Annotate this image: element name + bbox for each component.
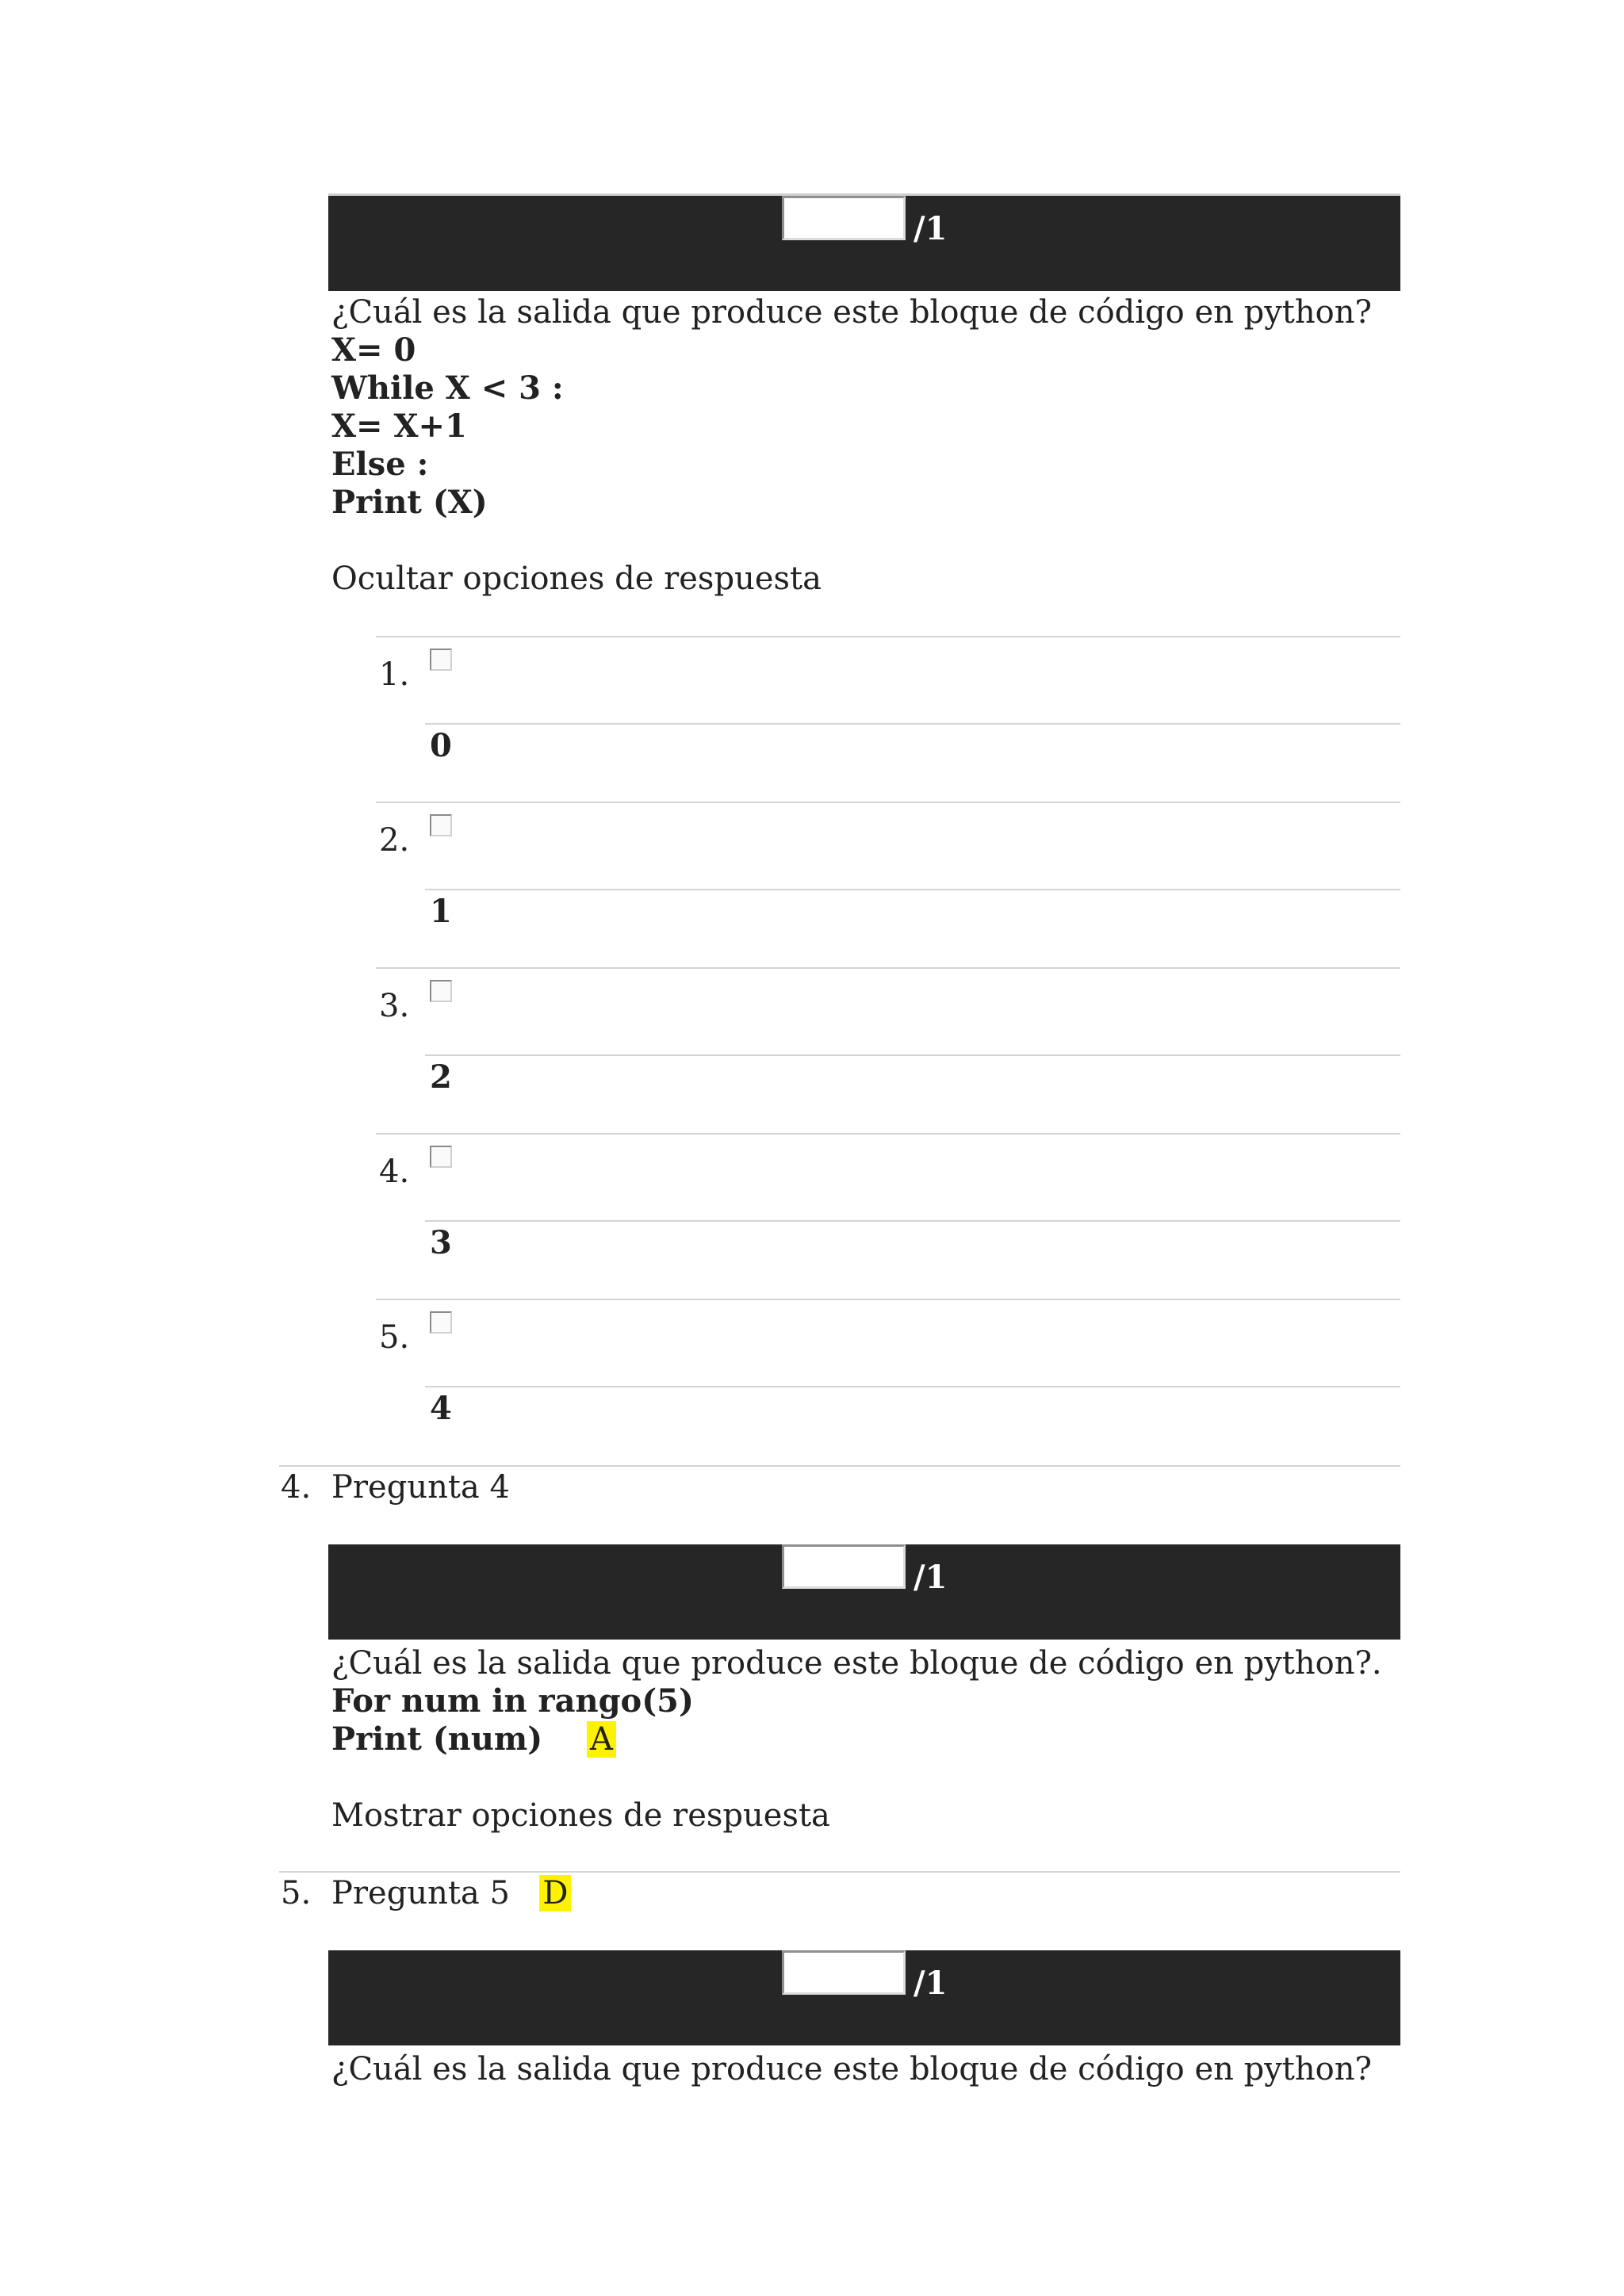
divider — [425, 1386, 1400, 1387]
score-max: /1 — [914, 1559, 948, 1596]
option-number: 1. — [379, 656, 410, 693]
score-input[interactable] — [782, 1544, 906, 1589]
code-line: While X < 3 : — [331, 369, 564, 407]
option-checkbox[interactable] — [430, 980, 452, 1002]
option-number: 2. — [379, 822, 410, 859]
option-value: 0 — [430, 727, 452, 764]
divider — [425, 889, 1400, 890]
divider — [376, 636, 1400, 637]
code-line: Print (X) — [331, 484, 488, 521]
divider — [376, 1133, 1400, 1135]
option-value: 4 — [430, 1390, 452, 1427]
code-line: X= 0 — [331, 331, 416, 369]
toggle-answer-options-link[interactable]: Ocultar opciones de respuesta — [331, 561, 822, 597]
code-text: Print (num) — [331, 1720, 543, 1758]
code-line: X= X+1 — [331, 408, 467, 445]
option-number: 4. — [379, 1154, 410, 1190]
question-number: 4. — [281, 1469, 312, 1506]
option-value: 1 — [430, 893, 452, 930]
highlight-annotation: D — [539, 1875, 571, 1911]
option-checkbox[interactable] — [430, 1311, 452, 1334]
option-number: 3. — [379, 988, 410, 1024]
option-value: 2 — [430, 1058, 452, 1096]
divider — [376, 967, 1400, 969]
divider — [425, 1054, 1400, 1056]
question-prompt: ¿Cuál es la salida que produce este bloque de código en python? — [331, 2051, 1372, 2087]
score-input[interactable] — [782, 196, 906, 240]
divider — [279, 1871, 1400, 1873]
code-line: For num in rango(5) — [331, 1682, 694, 1720]
score-max: /1 — [914, 1965, 948, 2002]
divider — [425, 723, 1400, 725]
option-value: 3 — [430, 1224, 452, 1261]
toggle-answer-options-link[interactable]: Mostrar opciones de respuesta — [331, 1797, 830, 1834]
question-title: Pregunta 4 — [331, 1469, 510, 1506]
question-number: 5. — [281, 1875, 312, 1911]
code-line — [331, 1720, 616, 1758]
highlight-annotation: A — [587, 1721, 616, 1758]
score-input[interactable] — [782, 1950, 906, 1995]
score-bar — [328, 1544, 1400, 1640]
option-checkbox[interactable] — [430, 649, 452, 671]
question-title — [331, 1874, 571, 1912]
divider — [425, 1220, 1400, 1222]
score-bar — [328, 1950, 1400, 2045]
score-max: /1 — [914, 210, 948, 247]
divider — [376, 1299, 1400, 1300]
option-checkbox[interactable] — [430, 814, 452, 836]
question-title-text: Pregunta 5 — [331, 1875, 510, 1911]
score-bar — [328, 193, 1400, 291]
option-checkbox[interactable] — [430, 1146, 452, 1168]
divider — [279, 1465, 1400, 1467]
code-line: Else : — [331, 446, 429, 483]
divider — [376, 802, 1400, 803]
question-prompt: ¿Cuál es la salida que produce este bloque de código en python?. — [331, 1645, 1382, 1682]
option-number: 5. — [379, 1319, 410, 1356]
question-prompt: ¿Cuál es la salida que produce este bloque de código en python? — [331, 294, 1372, 331]
